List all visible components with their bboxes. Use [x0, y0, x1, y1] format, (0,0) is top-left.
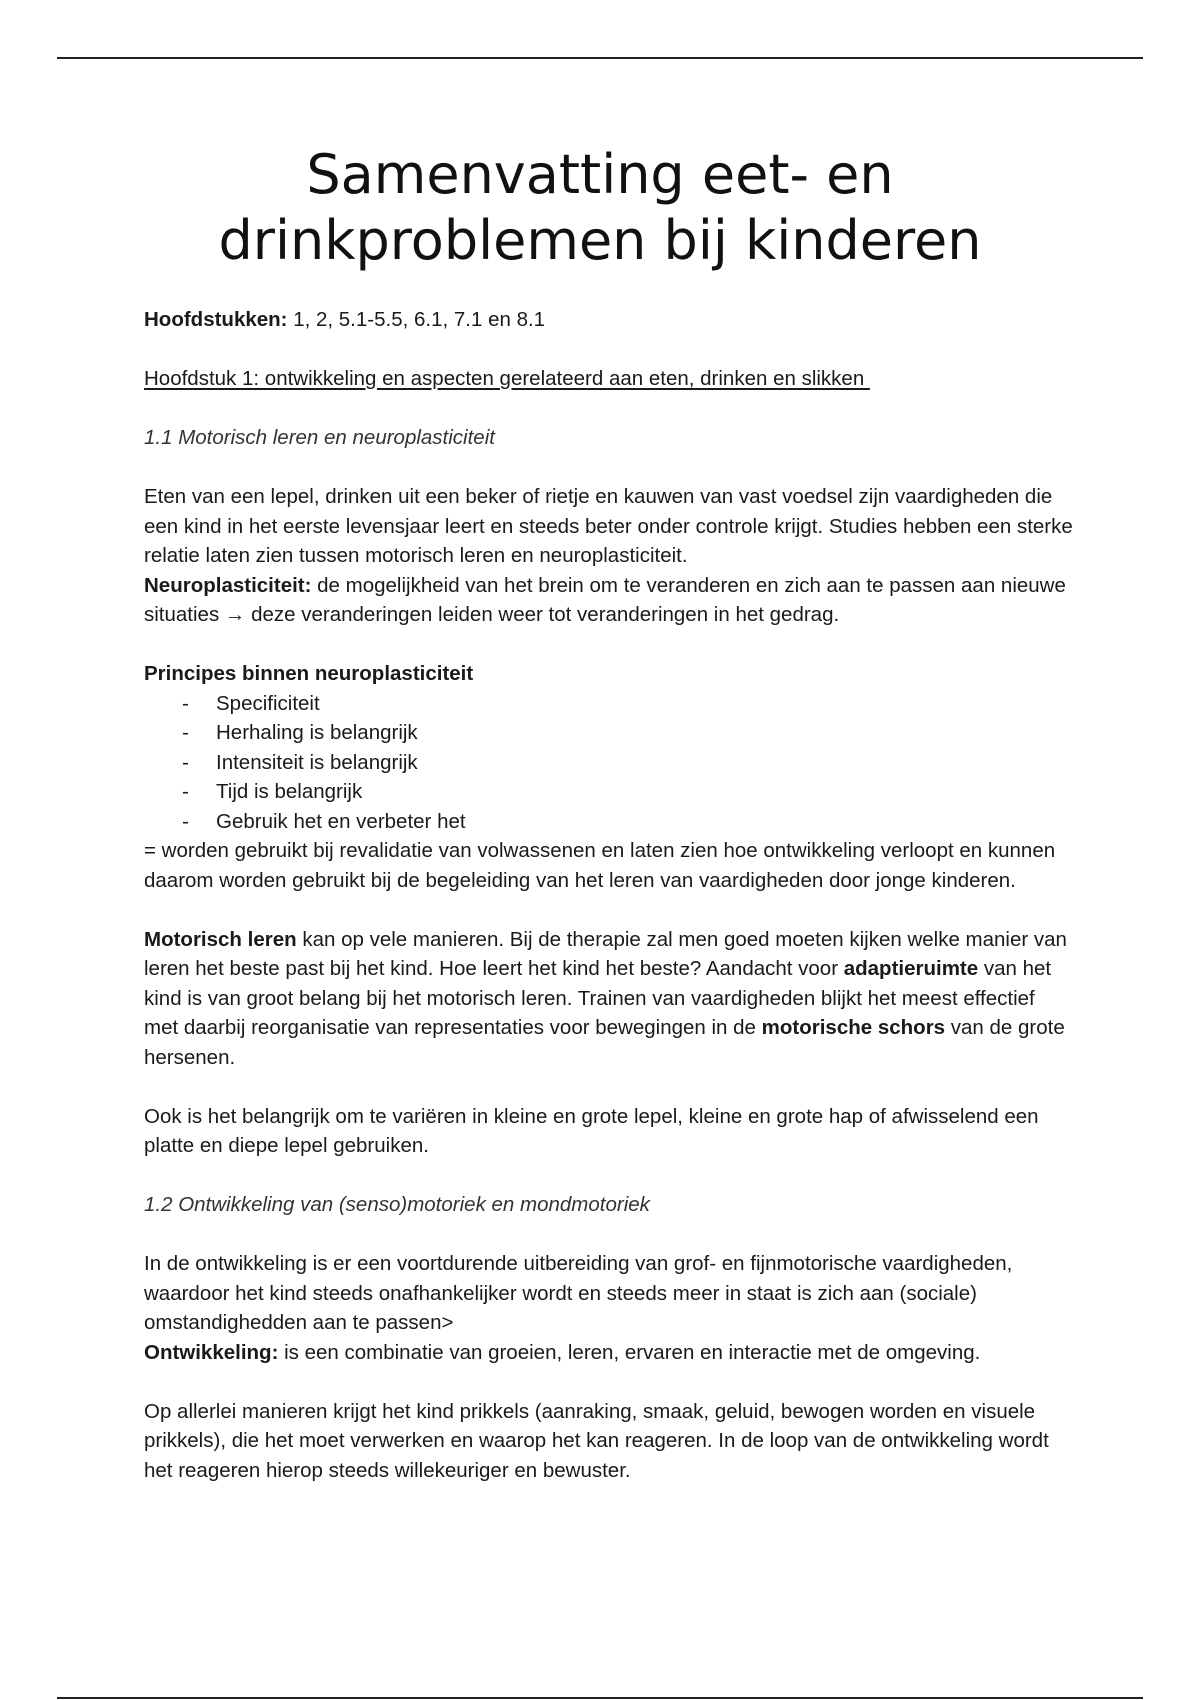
list-item: - Tijd is belangrijk [144, 777, 1074, 807]
chapters-line [144, 305, 1074, 335]
document-body [144, 305, 1074, 1485]
motor-cortex-term: motorische schors [761, 1016, 946, 1039]
development-label: Ontwikkeling: [144, 1340, 279, 1364]
list-item: - Gebruik het en verbeter het [144, 807, 1074, 837]
list-item: - Intensiteit is belangrijk [144, 748, 1074, 778]
neuroplasticity-text-b: deze veranderingen leiden weer tot veranderingen in het gedrag. [245, 603, 840, 626]
principles-heading: Principes binnen neuroplasticiteit [144, 662, 474, 685]
chapters-value: 1, 2, 5.1-5.5, 6.1, 7.1 en 8.1 [287, 308, 546, 331]
chapters-label: Hoofdstukken: [144, 308, 288, 331]
title-line-1: Samenvatting eet- en [306, 143, 894, 206]
section-1-2-heading: 1.2 Ontwikkeling van (senso)motoriek en mondmotoriek [144, 1193, 650, 1216]
chapter-1-heading: Hoofdstuk 1: ontwikkeling en aspecten gerelateerd aan eten, drinken en slikken [144, 367, 870, 390]
principles-list [144, 689, 1074, 837]
paragraph-stimuli: Op allerlei manieren krijgt het kind prikkels (aanraking, smaak, geluid, bewogen worden en visuele prikkels), die het moet verwerken en waarop het kan reageren. In de loop van de ontwikkeling wordt het reageren hierop steeds willekeuriger en bewuster. [144, 1399, 1049, 1482]
development-text: is een combinatie van groeien, leren, ervaren en interactie met de omgeving. [278, 1340, 981, 1364]
motor-learning-term: Motorisch leren [144, 927, 297, 951]
neuroplasticity-text-a: de mogelijkheid van het brein om te veranderen en zich aan te passen aan nieuwe situaties [144, 573, 1066, 626]
list-item: - Specificiteit [144, 689, 1074, 719]
page-title [0, 142, 1200, 274]
top-rule [57, 57, 1143, 59]
arrow-icon: → [224, 603, 246, 626]
adaptation-space-term: adaptieruimte [843, 957, 979, 980]
neuroplasticity-label: Neuroplasticiteit: [144, 573, 312, 597]
paragraph-motor-learning: Motorisch leren kan op vele manieren. Bij de therapie zal men goed moeten kijken welke manier van leren het beste past bij het kind. Hoe leert het kind het beste? Aandacht voor adaptieruimte van het kind is van groot belang bij het motorisch leren. Trainen van vaardigheden blijkt het meest effectief met daarbij reorganisatie van representaties voor bewegingen in de motorische schors van de grote hersenen. [144, 927, 1067, 1069]
paragraph-intro: Eten van een lepel, drinken uit een beker of rietje en kauwen van vast voedsel zijn vaardigheden die een kind in het eerste levensjaar leert en steeds beter onder controle krijgt. Studies hebben een sterke relatie laten zien tussen motorisch leren en neuroplasticiteit. [144, 485, 1073, 567]
development-definition [144, 1338, 1074, 1368]
title-line-2: drinkproblemen bij kinderen [218, 209, 982, 272]
list-item: - Herhaling is belangrijk [144, 718, 1074, 748]
neuroplasticity-definition [144, 571, 1074, 630]
paragraph-variation: Ook is het belangrijk om te variëren in kleine en grote lepel, kleine en grote hap of afwisselend een platte en diepe lepel gebruiken. [144, 1104, 1039, 1157]
section-1-1-heading: 1.1 Motorisch leren en neuroplasticiteit [144, 426, 495, 449]
principles-note: = worden gebruikt bij revalidatie van volwassenen en laten zien hoe ontwikkeling verloopt en kunnen daarom worden gebruikt bij de begeleiding van het leren van vaardigheden door jonge kinderen. [144, 839, 1056, 892]
bottom-rule [57, 1697, 1143, 1699]
paragraph-development: In de ontwikkeling is er een voortdurende uitbereiding van grof- en fijnmotorische vaardigheden, waardoor het kind steeds onafhankelijker wordt en steeds meer in staat is zich aan (sociale) omstandighedden aan te passen> [144, 1252, 1013, 1334]
